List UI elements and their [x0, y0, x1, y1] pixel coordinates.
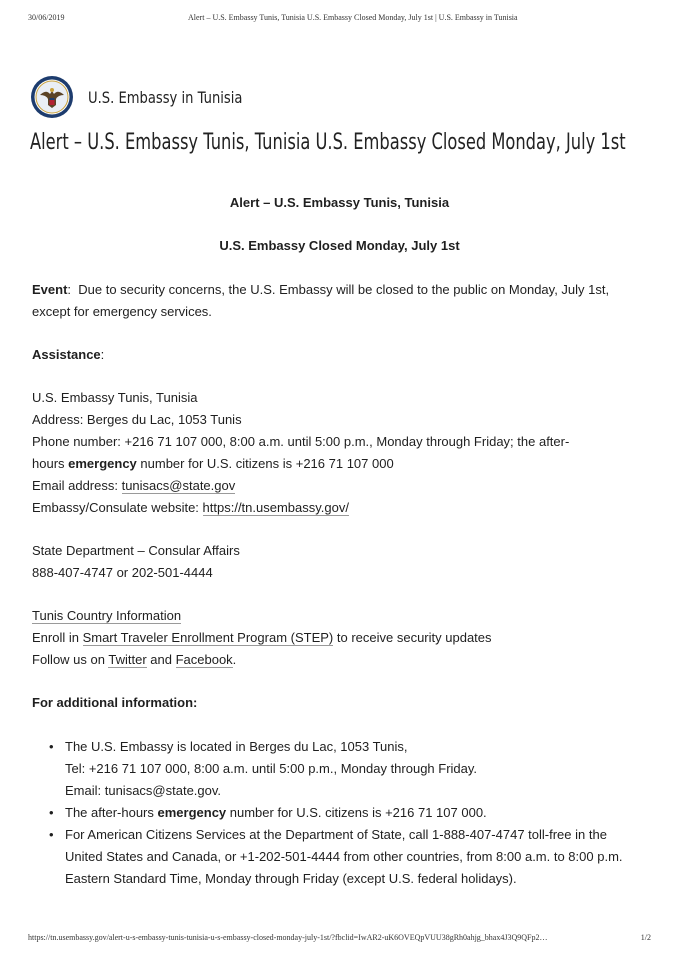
list-item: • For American Citizens Services at the Department of State, call 1-888-407-4747 toll-free in the United States and Canada, or +1-202-501-4444 from other countries, from 8:00 a.m. to 8:00 p.m. Eastern Standard Time, Monday through Friday (except U.S. federal holidays). — [65, 824, 665, 890]
list-item: • The U.S. Embassy is located in Berges du Lac, 1053 Tunis, Tel: +216 71 107 000, 8:00 a.m. until 5:00 p.m., Monday through Friday. Email: tunisacs@state.gov. — [65, 736, 665, 802]
page-title: Alert – U.S. Embassy Tunis, Tunisia U.S. Embassy Closed Monday, July 1st — [30, 130, 626, 155]
follow-line: Follow us on Twitter and Facebook. — [32, 652, 237, 667]
subheading-closed: U.S. Embassy Closed Monday, July 1st — [219, 238, 460, 253]
print-doc-title: Alert – U.S. Embassy Tunis, Tunisia U.S. Embassy Closed Monday, July 1st | U.S. Embassy in Tunisia — [188, 13, 518, 22]
event-label: Event — [32, 282, 68, 297]
additional-heading: For additional information: — [32, 695, 198, 710]
emergency-emphasis: emergency — [68, 456, 137, 471]
bullet-icon: • — [49, 827, 54, 842]
subheading-alert: Alert – U.S. Embassy Tunis, Tunisia — [229, 195, 450, 210]
email-line: Email address: tunisacs@state.gov — [32, 478, 236, 493]
event-line-1: Event: Due to security concerns, the U.S. Embassy will be closed to the public on Monday, July 1st, — [32, 282, 610, 297]
print-date: 30/06/2019 — [28, 13, 65, 22]
state-dept-phones: 888-407-4747 or 202-501-4444 — [32, 565, 213, 580]
list-item: • The after-hours emergency number for U.S. citizens is +216 71 107 000. — [65, 802, 665, 824]
phone-line-2: hours emergency number for U.S. citizens is +216 71 107 000 — [32, 456, 394, 471]
event-line-2: except for emergency services. — [32, 304, 212, 319]
phone-line-1: Phone number: +216 71 107 000, 8:00 a.m. until 5:00 p.m., Monday through Friday; the after- — [32, 434, 570, 449]
state-dept-label: State Department – Consular Affairs — [32, 543, 240, 558]
facebook-link[interactable]: Facebook — [175, 652, 233, 667]
country-info-line — [32, 605, 181, 627]
bullet-icon: • — [49, 805, 54, 820]
embassy-address: Address: Berges du Lac, 1053 Tunis — [32, 412, 242, 427]
embassy-name: U.S. Embassy Tunis, Tunisia — [32, 390, 198, 405]
website-link[interactable]: https://tn.usembassy.gov/ — [202, 500, 349, 515]
step-link[interactable]: Smart Traveler Enrollment Program (STEP) — [82, 630, 334, 645]
website-line: Embassy/Consulate website: https://tn.usembassy.gov/ — [32, 500, 349, 515]
event-text: Due to security concerns, the U.S. Embassy will be closed to the public on Monday, July 1st, — [78, 282, 610, 297]
assistance-heading: Assistance: — [32, 347, 105, 362]
print-page-number: 1/2 — [640, 933, 651, 942]
email-link[interactable]: tunisacs@state.gov — [121, 478, 236, 493]
country-info-link[interactable]: Tunis Country Information — [32, 608, 182, 623]
brand-name: U.S. Embassy in Tunisia — [88, 87, 243, 107]
additional-info-list — [32, 736, 665, 890]
emergency-emphasis: emergency — [157, 805, 227, 820]
embassy-seal-icon — [30, 75, 74, 119]
twitter-link[interactable]: Twitter — [108, 652, 147, 667]
site-brand[interactable] — [30, 74, 276, 120]
print-url: https://tn.usembassy.gov/alert-u-s-embassy-tunis-tunisia-u-s-embassy-closed-monday-july-1st/?fbclid=IwAR2-uK6OVEQpVUU38gRh0ahjg_bhax4J3Q9QFp2… — [28, 933, 548, 942]
bullet-icon: • — [49, 739, 54, 754]
enroll-line: Enroll in Smart Traveler Enrollment Program (STEP) to receive security updates — [32, 630, 492, 645]
